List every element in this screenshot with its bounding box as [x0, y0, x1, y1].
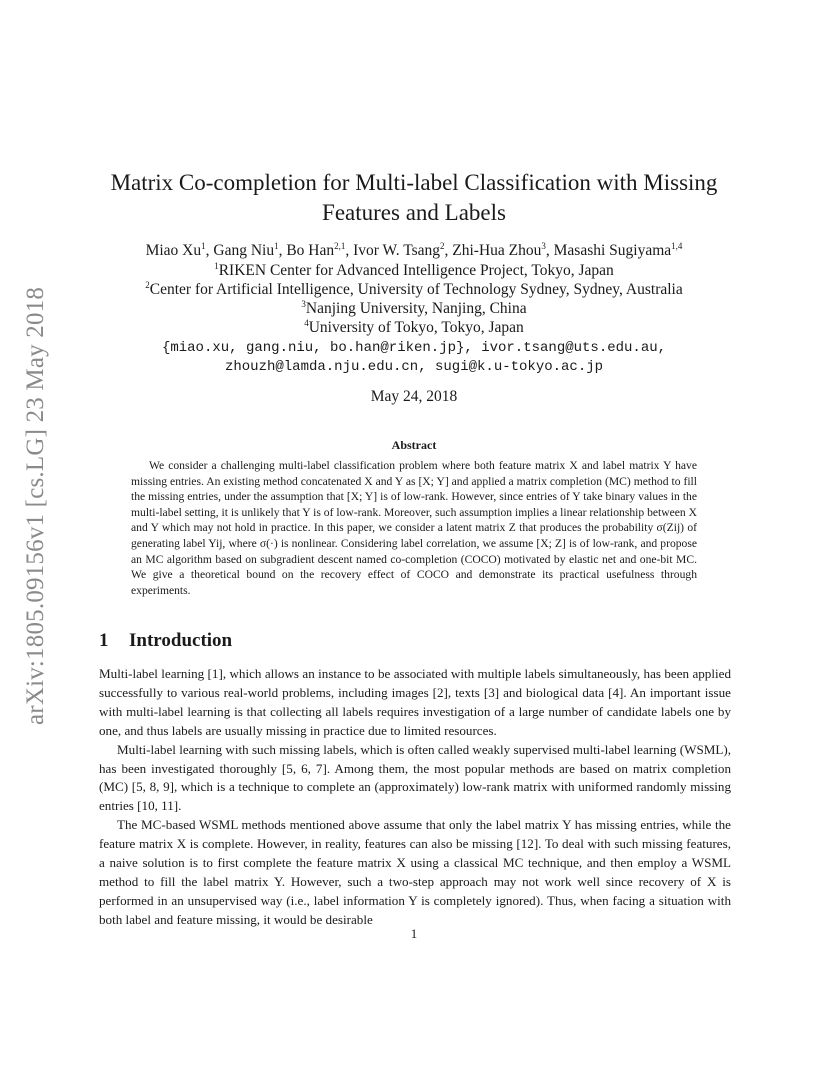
author-affiliation-mark: 2	[440, 240, 445, 251]
author-name: Bo Han	[286, 242, 335, 259]
affiliation-text: Center for Artificial Intelligence, University of Technology Sydney, Sydney, Australia	[149, 281, 683, 298]
abstract-body	[131, 458, 697, 598]
abstract-heading: Abstract	[391, 438, 437, 452]
author-affiliation-mark: 1,4	[671, 240, 683, 251]
abstract-text: We consider a challenging multi-label classification problem where both feature matrix X and label matrix Y have missing entries. An existing method concatenated X and Y as [X; Y] and applied a matrix completion (MC) method to fill the missing entries, under the assumption that [X; Y] is of low-rank. However, since entries of Y take binary values in the multi-label setting, it is unlikely that Y is of low-rank. Moreover, such assumption implies a linear relationship between X and Y which may not hold in practice. In this paper, we consider a latent matrix Z that produces the probability σ(Zij) of generating label Yij, where σ(·) is nonlinear. Considering label correlation, we assume [X; Z] is of low-rank, and propose an MC algorithm based on subgradient descent named co-completion (COCO) motivated by elastic net and one-bit MC. We give a theoretical bound on the recovery effect of COCO and demonstrate its practical usefulness through experiments.	[131, 459, 697, 597]
introduction-body	[99, 665, 731, 930]
email-list-line2: zhouzh@lamda.nju.edu.cn, sugi@k.u-tokyo.ac.jp	[224, 359, 604, 375]
paper-title-line2: Features and Labels	[322, 200, 506, 225]
author-name: Ivor W. Tsang	[353, 242, 441, 259]
author-affiliation-mark: 1	[201, 240, 206, 251]
author-name: Gang Niu	[213, 242, 275, 259]
affiliation-mark: 4	[304, 317, 309, 328]
author-name: Miao Xu	[145, 242, 202, 259]
publication-date: May 24, 2018	[370, 388, 458, 405]
email-list-line1: {miao.xu, gang.niu, bo.han@riken.jp}, ivor.tsang@uts.edu.au,	[161, 340, 667, 356]
paper-title-line1: Matrix Co-completion for Multi-label Classification with Missing	[110, 170, 718, 195]
author-list: Miao Xu$^1$, Gang Niu$^1$, Bo Han$^{2,1}$, Ivor W. Tsang$^2$, Zhi-Hua Zhou$^3$, Masashi Sugiyama$^{1,4}$	[145, 240, 683, 259]
affiliation-1	[80, 261, 748, 281]
author-name: Masashi Sugiyama	[553, 242, 672, 259]
author-affiliation-mark: 2,1	[334, 240, 346, 251]
affiliation-2	[80, 280, 748, 300]
paragraph: The MC-based WSML methods mentioned above assume that only the label matrix Y has missing entries, while the feature matrix X is complete. However, in reality, features can also be missing [12]. To deal with such missing features, a naive solution is to first complete the feature matrix X using a classical MC technique, and then employ a WSML method to fill the label matrix Y. However, such a two-step approach may not work well since recovery of X is performed in an unsupervised way (i.e., label information Y is completely ignored). Thus, when facing a situation with both label and feature missing, it would be desirable	[99, 817, 731, 927]
affiliation-mark: 1	[214, 260, 219, 271]
affiliation-mark: 2	[145, 279, 150, 290]
affiliation-text: University of Tokyo, Tokyo, Japan	[308, 319, 524, 336]
section-title: Introduction	[129, 630, 233, 651]
author-affiliation-mark: 1	[274, 240, 279, 251]
author-affiliation-mark: 3	[541, 240, 546, 251]
section-heading	[99, 630, 232, 652]
arxiv-identifier: arXiv:1805.09156v1 [cs.LG] 23 May 2018	[22, 286, 49, 725]
affiliation-text: Nanjing University, Nanjing, China	[305, 300, 527, 317]
paragraph: Multi-label learning [1], which allows an instance to be associated with multiple labels simultaneously, has been applied successfully to various real-world problems, including images [2], texts [3] and biological data [4]. An important issue with multi-label learning is that collecting all labels requires investigation of a large number of candidate labels one by one, and thus labels are usually missing in practice due to limited resources.	[99, 666, 731, 738]
paragraph: Multi-label learning with such missing labels, which is often called weakly supervised multi-label learning (WSML), has been investigated thoroughly [5, 6, 7]. Among them, the most popular methods are based on matrix completion (MC) [5, 8, 9], which is a technique to complete an (approximately) low-rank matrix with uniformed randomly missing entries [10, 11].	[99, 741, 731, 814]
affiliation-text: RIKEN Center for Advanced Intelligence Project, Tokyo, Japan	[218, 262, 614, 279]
affiliation-mark: 3	[301, 298, 306, 309]
affiliation-3	[80, 299, 748, 319]
section-number: 1	[99, 630, 109, 651]
page-number: 1	[410, 926, 418, 941]
affiliation-4	[80, 318, 748, 338]
author-name: Zhi-Hua Zhou	[452, 242, 542, 259]
